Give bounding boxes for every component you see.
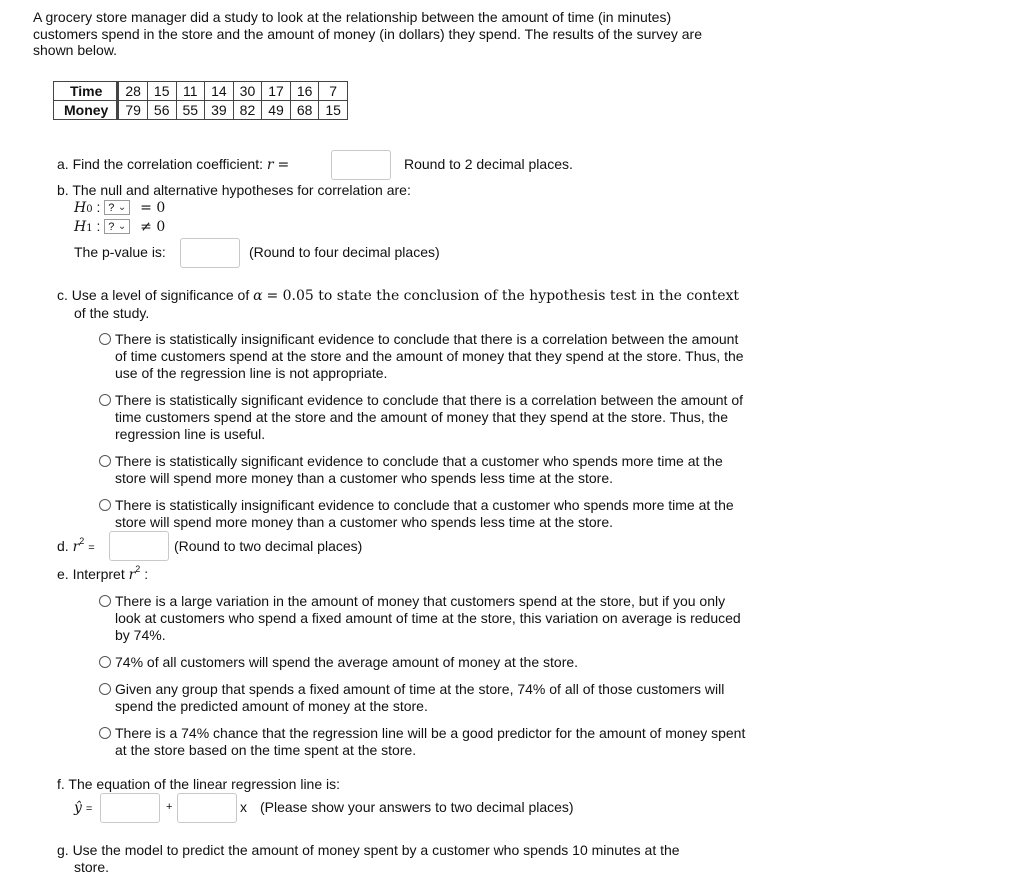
- money-cell: 82: [233, 101, 262, 120]
- part-g-label: g. Use the model to predict the amount of money spent by a customer who spends 10 minutes at the store.: [57, 842, 680, 875]
- h1-select[interactable]: ? ⌄: [104, 219, 130, 234]
- radio-button[interactable]: [99, 394, 111, 406]
- time-cell: 7: [319, 82, 348, 101]
- time-row: [54, 82, 348, 101]
- part-a-hint: Round to 2 decimal places.: [404, 156, 573, 172]
- c-option-4[interactable]: There is statistically insignificant evidence to conclude that a customer who spends more time at the store will spend more money than a customer who spends less time at the store.: [99, 497, 749, 531]
- c-option-3[interactable]: There is statistically significant evidence to conclude that a customer who spends more time at the store will spend more money than a customer who spends less time at the store.: [99, 453, 749, 487]
- pvalue-label: The p-value is:: [74, 244, 166, 260]
- time-cell: 17: [262, 82, 291, 101]
- pvalue-input[interactable]: [180, 238, 240, 268]
- money-cell: 55: [176, 101, 205, 120]
- part-e-label: e. Interpret $r^2$ :: [57, 564, 149, 583]
- radio-button[interactable]: [99, 499, 111, 511]
- time-cell: 16: [290, 82, 319, 101]
- money-cell: 39: [205, 101, 234, 120]
- intercept-input[interactable]: [100, 793, 160, 823]
- r-squared-input[interactable]: [109, 531, 169, 561]
- money-cell: 79: [118, 101, 148, 120]
- radio-button[interactable]: [99, 656, 111, 668]
- radio-button[interactable]: [99, 455, 111, 467]
- part-d-hint: (Round to two decimal places): [174, 538, 363, 554]
- part-f-hint: (Please show your answers to two decimal places): [260, 799, 574, 815]
- pvalue-hint: (Round to four decimal places): [249, 244, 440, 260]
- h0-row: H0 : ? ⌄ = 0: [74, 199, 166, 216]
- money-cell: 15: [319, 101, 348, 120]
- money-header: Money: [54, 101, 118, 120]
- h1-row: H1 : ? ⌄ ≠ 0: [74, 218, 166, 235]
- e-option-2[interactable]: 74% of all customers will spend the average amount of money at the store.: [99, 654, 749, 671]
- chevron-down-icon: ⌄: [117, 220, 127, 232]
- radio-button[interactable]: [99, 727, 111, 739]
- part-d-label: d. $r^2$ =: [57, 536, 95, 555]
- time-cell: 30: [233, 82, 262, 101]
- money-row: [54, 101, 348, 120]
- time-header: Time: [54, 82, 118, 101]
- money-cell: 56: [147, 101, 176, 120]
- part-b-label: b. The null and alternative hypotheses for correlation are:: [57, 182, 411, 198]
- money-cell: 49: [262, 101, 291, 120]
- time-cell: 11: [176, 82, 205, 101]
- slope-input[interactable]: [177, 793, 237, 823]
- time-cell: 14: [205, 82, 234, 101]
- c-option-1[interactable]: There is statistically insignificant evidence to conclude that there is a correlation between the amount of time customers spend at the store and the amount of money that they spend at the store. Thus, the use of the regression line is not appropriate.: [99, 331, 749, 382]
- yhat-label: ŷ =: [74, 800, 93, 816]
- data-table: [53, 81, 348, 120]
- radio-button[interactable]: [99, 595, 111, 607]
- e-option-3[interactable]: Given any group that spends a fixed amount of time at the store, 74% of all of those customers will spend the predicted amount of money at the store.: [99, 681, 749, 715]
- part-c-label: c. Use a level of significance of α = 0.05 to state the conclusion of the hypothesis test in the context of the study.: [57, 287, 740, 321]
- e-option-1[interactable]: There is a large variation in the amount of money that customers spend at the store, but if you only look at customers who spend a fixed amount of time at the store, this variation on average is reduced by 74%.: [99, 593, 749, 644]
- e-option-4[interactable]: There is a 74% chance that the regression line will be a good predictor for the amount of money spent at the store based on the time spent at the store.: [99, 725, 749, 759]
- radio-button[interactable]: [99, 333, 111, 345]
- part-f-label: f. The equation of the linear regression line is:: [57, 776, 341, 792]
- part-a-label: a. Find the correlation coefficient: r =: [57, 156, 290, 173]
- radio-button[interactable]: [99, 683, 111, 695]
- h0-select[interactable]: ? ⌄: [104, 200, 130, 215]
- money-cell: 68: [290, 101, 319, 120]
- time-cell: 28: [118, 82, 148, 101]
- correlation-input[interactable]: [331, 150, 391, 180]
- time-cell: 15: [147, 82, 176, 101]
- problem-intro: A grocery store manager did a study to look at the relationship between the amount of time (in minutes) customers spend in the store and the amount of money (in dollars) they spend. The results of the survey are shown below.: [33, 9, 702, 58]
- chevron-down-icon: ⌄: [117, 201, 127, 213]
- x-variable: x: [240, 799, 247, 815]
- plus-sign: +: [166, 801, 173, 813]
- c-option-2[interactable]: There is statistically significant evidence to conclude that there is a correlation between the amount of time customers spend at the store and the amount of money that they spend at the store. Thus, the regression line is useful.: [99, 392, 749, 443]
